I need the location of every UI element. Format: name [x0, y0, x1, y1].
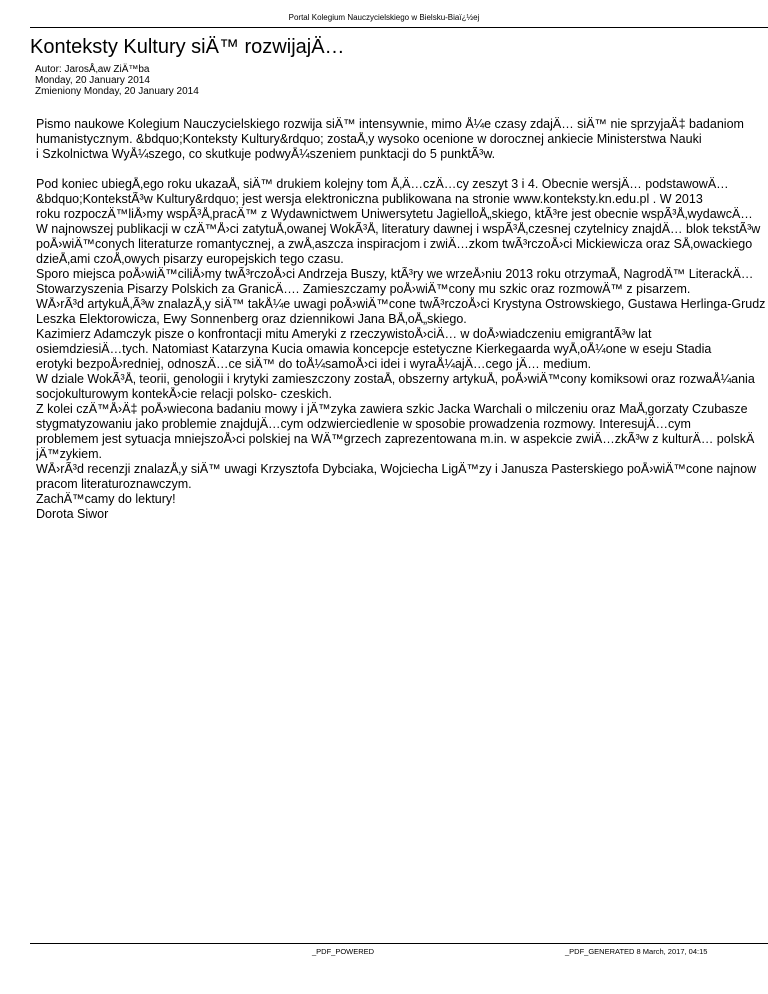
footer-powered: _PDF_POWERED — [312, 947, 375, 956]
body-line: W dziale WokÃ³Å‚ teorii, genologii i krytyki zamieszczony zostaÅ‚ obszerny artykuÅ‚ poÅ›wiÄ™cony komiksowi oraz rozwaÅ¼ania — [36, 372, 755, 386]
body-line: stygmatyzowaniu jako problemie znajdujÄ…cym odzwierciedlenie w sposobie prowadzenia rozmowy. InteresujÄ…cym — [36, 417, 691, 431]
body-line: W najnowszej publikacji w czÄ™Å›ci zatytuÅ‚owanej WokÃ³Å‚ literatury dawnej i wspÃ³Å‚czesnej czytelnicy znajdÄ… blok tekstÃ³w — [36, 222, 761, 236]
body-line: dzieÅ‚ami czoÅ‚owych pisarzy europejskich tego czasu. — [36, 252, 344, 266]
article-date: Monday, 20 January 2014 — [35, 75, 150, 86]
signature: Dorota Siwor — [36, 507, 109, 521]
body-line: Z kolei czÄ™Å›Ä‡ poÅ›wiecona badaniu mowy i jÄ™zyka zawiera szkic Jacka Warchali o milczeniu oraz MaÅ‚gorzaty Czubasze — [36, 402, 748, 416]
article-meta — [35, 64, 199, 97]
paragraph-main — [36, 177, 768, 522]
portal-header: Portal Kolegium Nauczycielskiego w Bielsku-Biaï¿½ej — [288, 13, 480, 22]
body-line: ZachÄ™camy do lektury! — [36, 492, 176, 506]
paragraph-gap — [36, 162, 768, 177]
body-line: humanistycznym. &bdquo;Konteksty Kultury&rdquo; zostaÅ‚y wysoko ocenione w dorocznej ankiecie Ministerstwa Nauki — [36, 132, 702, 146]
body-line: osiemdziesiÄ…tych. Natomiast Katarzyna Kucia omawia koncepcje estetyczne Kierkegaarda wyÅ‚oÅ¼one w eseju Stadia — [36, 342, 712, 356]
body-line: pracom literaturoznawczym. — [36, 477, 192, 491]
article-modified: Zmieniony Monday, 20 January 2014 — [35, 86, 199, 97]
body-line: poÅ›wiÄ™conych literaturze romantycznej, a zwÅ‚aszcza inspiracjom i zwiÄ…zkom twÃ³rczoÅ›ci Mickiewicza oraz SÅ‚owackiego — [36, 237, 753, 251]
body-line: Sporo miejsca poÅ›wiÄ™ciliÅ›my twÃ³rczoÅ›ci Andrzeja Buszy, ktÃ³ry we wrzeÅ›niu 2013 roku otrzymaÅ‚ NagrodÄ™ LiterackÄ… — [36, 267, 754, 281]
body-line: &bdquo;KontekstÃ³w Kultury&rdquo; jest wersja elektroniczna publikowana na stronie www.konteksty.kn.edu.pl . W 2013 — [36, 192, 703, 206]
article-body — [36, 117, 768, 522]
article-author: Autor: JarosÅ‚aw ZiÄ™ba — [35, 64, 150, 75]
body-line: roku rozpoczÄ™liÅ›my wspÃ³Å‚pracÄ™ z Wydawnictwem Uniwersytetu JagielloÅ„skiego, ktÃ³re jest obecnie wspÃ³Å‚wydawcÄ… — [36, 207, 753, 221]
body-line: WÅ›rÃ³d artykuÅ‚Ã³w znalazÅ‚y siÄ™ takÅ¼e uwagi poÅ›wiÄ™cone twÃ³rczoÅ›ci Krystyna Ostrowskiego, Gustawa Herlinga-Grudz — [36, 297, 766, 311]
header-divider — [30, 27, 768, 28]
body-line: Stowarzyszenia Pisarzy Polskich za GranicÄ…. Zamieszczamy poÅ›wiÄ™cony mu szkic oraz rozmowÄ™ z pisarzem. — [36, 282, 691, 296]
paragraph-intro — [36, 117, 768, 162]
footer-divider — [30, 943, 768, 944]
body-line: WÅ›rÃ³d recenzji znalazÅ‚y siÄ™ uwagi Krzysztofa Dybciaka, Wojciecha LigÄ™zy i Janusza Pasterskiego poÅ›wiÄ™cone najnow — [36, 462, 757, 476]
body-line: problemem jest sytuacja mniejszoÅ›ci polskiej na WÄ™grzech zaprezentowana m.in. w aspekcie zwiÄ…zkÃ³w z kulturÄ… polskÄ — [36, 432, 755, 446]
body-line: Pod koniec ubiegÅ‚ego roku ukazaÅ‚ siÄ™ drukiem kolejny tom Å‚Ä…czÄ…cy zeszyt 3 i 4. Obecnie wersjÄ… podstawowÄ… — [36, 177, 729, 191]
article-title: Konteksty Kultury siÄ™ rozwijajÄ… — [30, 36, 345, 58]
body-line: i Szkolnictwa WyÅ¼szego, co skutkuje podwyÅ¼szeniem punktacji do 5 punktÃ³w. — [36, 147, 496, 161]
body-line: Kazimierz Adamczyk pisze o konfrontacji mitu Ameryki z rzeczywistoÅ›ciÄ… w doÅ›wiadczeniu emigrantÃ³w lat — [36, 327, 652, 341]
body-line: erotyki bezpoÅ›redniej, odnoszÄ…ce siÄ™ do toÅ¼samoÅ›ci idei i wyraÅ¼ajÄ…cego jÄ… medium. — [36, 357, 592, 371]
footer-generated: _PDF_GENERATED 8 March, 2017, 04:15 — [565, 947, 708, 956]
body-line: Leszka Elektorowicza, Ewy Sonnenberg oraz dziennikowi Jana BÅ‚oÅ„skiego. — [36, 312, 467, 326]
body-line: jÄ™zykiem. — [36, 447, 102, 461]
body-line: socjokulturowym kontekÅ›cie relacji polsko- czeskich. — [36, 387, 332, 401]
body-line: Pismo naukowe Kolegium Nauczycielskiego rozwija siÄ™ intensywnie, mimo Å¼e czasy zdajÄ… siÄ™ nie sprzyjaÄ‡ badaniom — [36, 117, 744, 131]
